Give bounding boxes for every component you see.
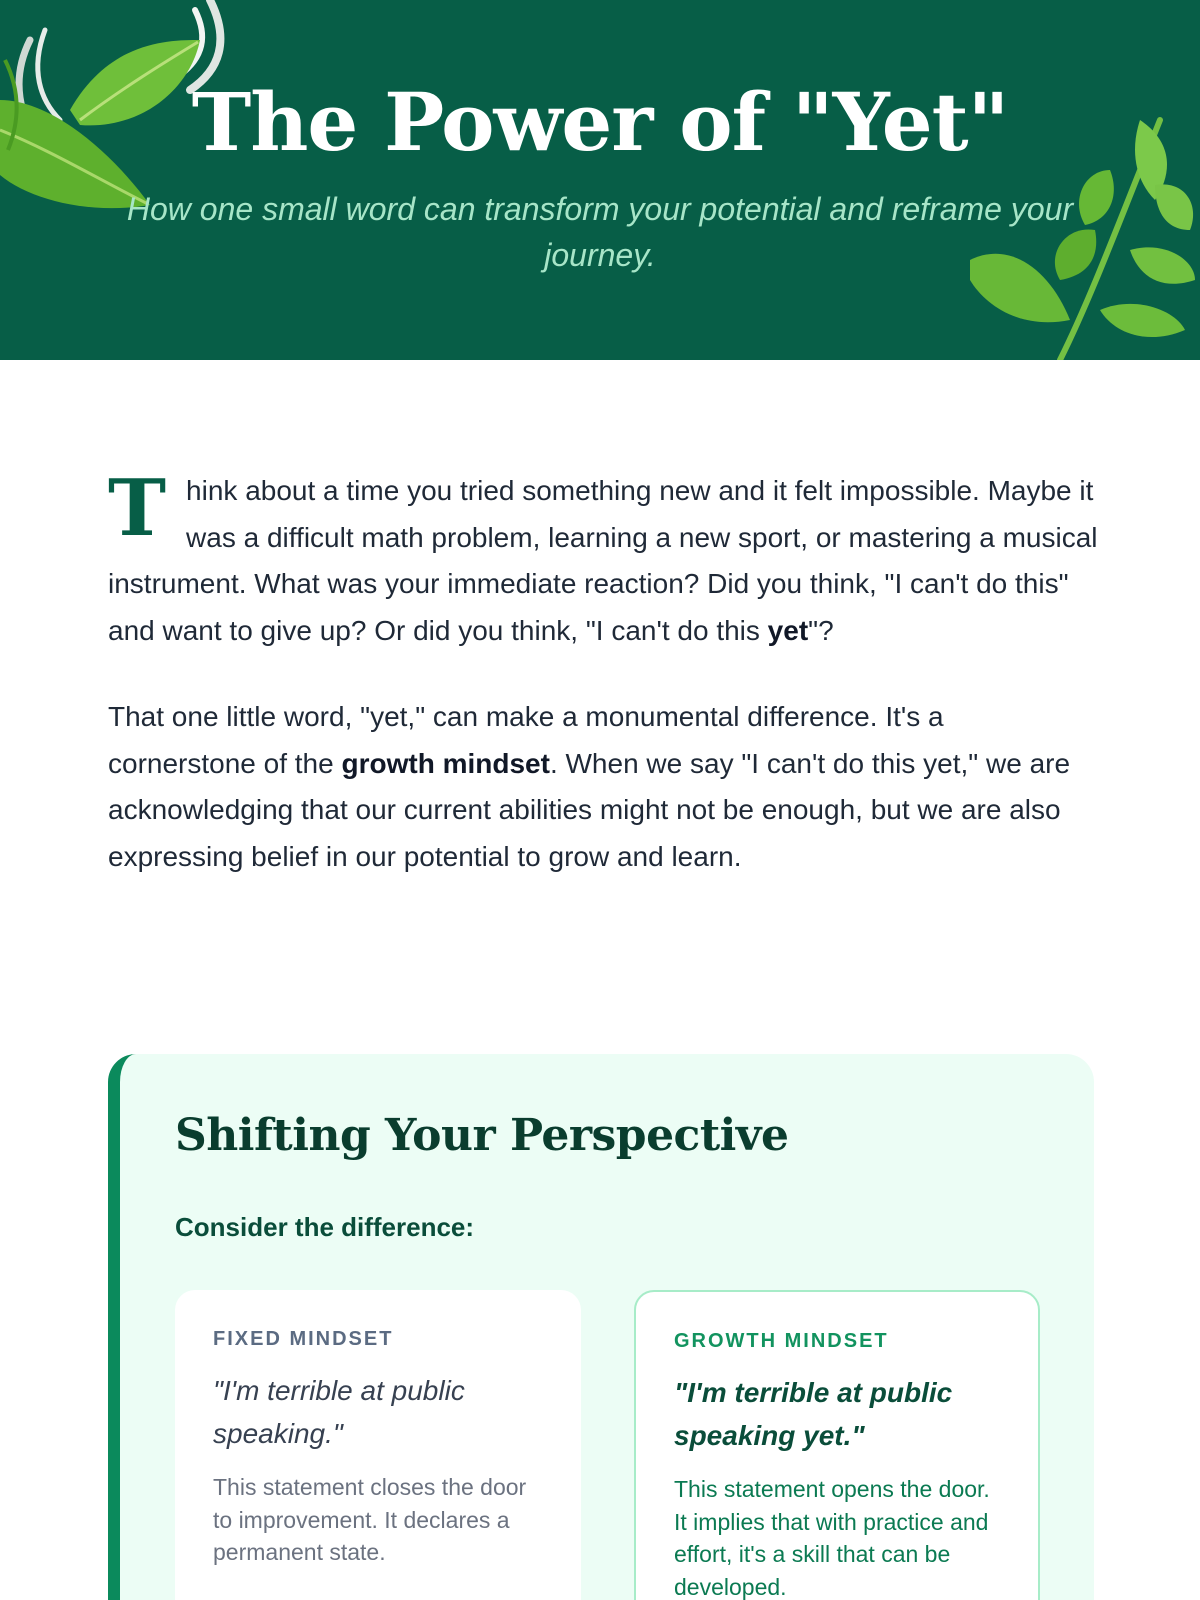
growth-mindset-quote: "I'm terrible at public speaking yet."	[674, 1377, 953, 1451]
intro-paragraph-2	[108, 694, 1098, 880]
fixed-mindset-quote: "I'm terrible at public speaking."	[213, 1375, 465, 1449]
fixed-mindset-description: This statement closes the door to improvement. It declares a permanent state.	[213, 1474, 527, 1565]
intro-p1-end: "?	[808, 614, 834, 646]
fixed-mindset-card	[175, 1290, 581, 1600]
callout-title: Shifting Your Perspective	[175, 1110, 789, 1161]
intro-p1-emphasis: yet	[767, 614, 809, 646]
intro-p2-end: . When we say "I can't do this yet," we are acknowledging that our current abilities might not be enough, but we are also expressing belief in our potential to grow and learn.	[108, 747, 1071, 872]
fixed-mindset-label: FIXED MINDSET	[213, 1328, 394, 1350]
callout-lead: Consider the difference:	[175, 1212, 475, 1242]
intro-p2-emphasis: growth mindset	[341, 747, 550, 779]
intro-section	[108, 463, 1098, 920]
hero-header	[0, 0, 1200, 360]
growth-mindset-description: This statement opens the door. It implies that with practice and effort, it's a skill that can be developed.	[674, 1476, 990, 1600]
intro-p1-text: hink about a time you tried something new and it felt impossible. Maybe it was a difficult math problem, learning a new sport, or mastering a musical instrument. What was your immediate reaction? Did you think, "I can't do this" and want to give up? Or did you think, "I can't do this	[108, 475, 1098, 646]
drop-cap: T	[108, 463, 167, 554]
page-title: The Power of "Yet"	[191, 75, 1009, 169]
perspective-callout	[108, 1054, 1094, 1600]
intro-paragraph-1	[108, 463, 1098, 654]
intro-p2-start: That one little word, "yet," can make a monumental difference. It's a cornerstone of the	[108, 701, 944, 779]
page-subtitle: How one small word can transform your potential and reframe your journey.	[126, 191, 1074, 273]
growth-mindset-label: GROWTH MINDSET	[674, 1330, 889, 1352]
growth-mindset-card	[634, 1290, 1040, 1600]
